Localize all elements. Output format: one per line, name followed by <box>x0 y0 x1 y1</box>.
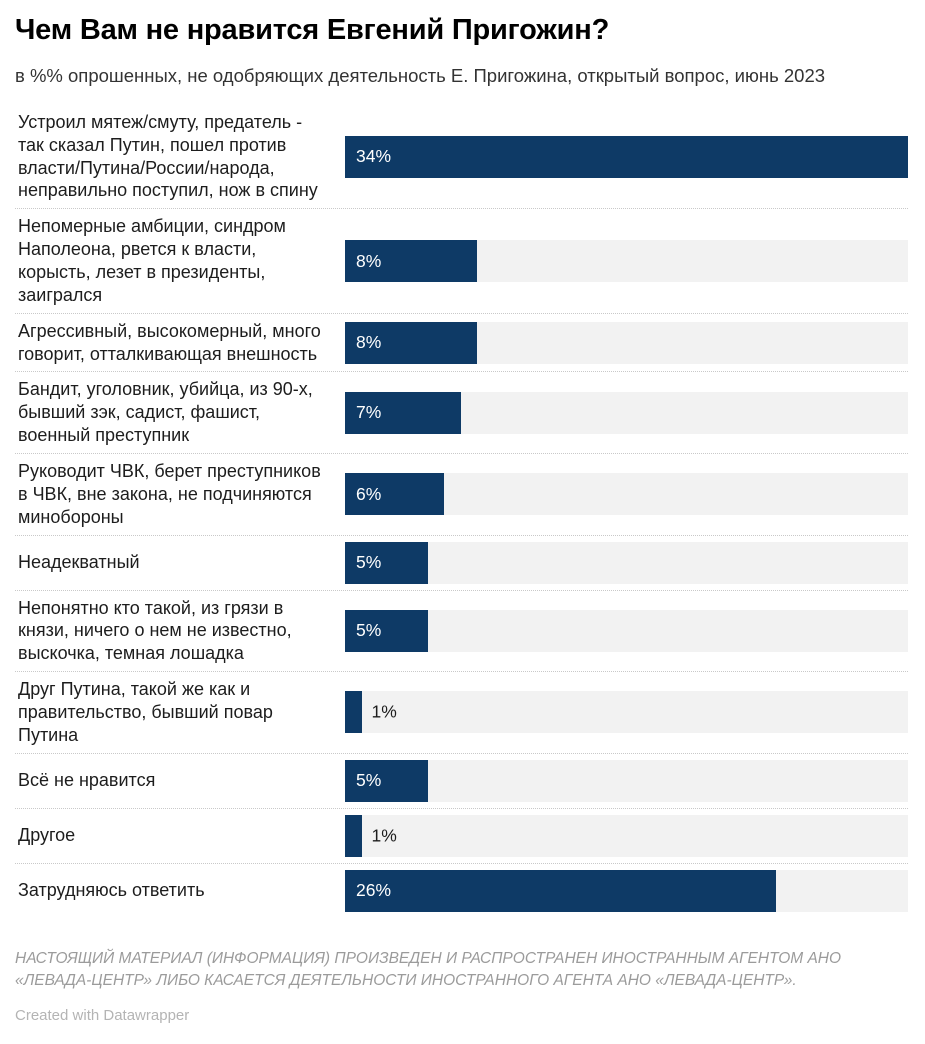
chart-row <box>15 591 908 673</box>
category-label: Агрессивный, высокомерный, много говорит, отталкивающая внешность <box>18 320 321 364</box>
category-label: Устроил мятеж/смуту, предатель - так сказал Путин, пошел против власти/Путина/России/народа, неправильно поступил, нож в спину <box>18 111 318 201</box>
category-label: Руководит ЧВК, берет преступников в ЧВК, вне закона, не подчиняются минобороны <box>18 461 321 527</box>
value-label: 1% <box>371 701 397 722</box>
category-label: Непомерные амбиции, синдром Наполеона, рвется к власти, корысть, лезет в президенты, заигрался <box>18 216 286 305</box>
bar-chart <box>15 105 908 918</box>
bar <box>345 240 477 282</box>
category-label: Всё не нравится <box>18 770 156 791</box>
value-label: 34% <box>356 146 392 167</box>
bar <box>345 870 776 912</box>
bar-track <box>345 392 908 434</box>
chart-row <box>15 105 908 209</box>
chart-row <box>15 314 908 373</box>
bar-track <box>345 870 908 912</box>
bar <box>345 473 444 515</box>
chart-row <box>15 754 908 809</box>
category-label: Другое <box>18 825 76 846</box>
category-label: Неадекватный <box>18 552 140 573</box>
chart-row <box>15 809 908 864</box>
value-label: 7% <box>356 402 382 423</box>
bar <box>345 610 428 652</box>
value-label: 6% <box>356 483 382 504</box>
value-label: 8% <box>356 332 382 353</box>
chart-subtitle: в %% опрошенных, не одобряющих деятельность Е. Пригожина, открытый вопрос, июнь 2023 <box>15 65 826 87</box>
value-label: 1% <box>371 825 397 846</box>
chart-row <box>15 372 908 454</box>
value-label: 5% <box>356 620 382 641</box>
chart-row <box>15 672 908 754</box>
foreign-agent-disclaimer: НАСТОЯЩИЙ МАТЕРИАЛ (ИНФОРМАЦИЯ) ПРОИЗВЕДЕН И РАСПРОСТРАНЕН ИНОСТРАННЫМ АГЕНТОМ АНО «ЛЕВАДА-ЦЕНТР» ЛИБО КАСАЕТСЯ ДЕЯТЕЛЬНОСТИ ИНОСТРАННОГО АГЕНТА АНО «ЛЕВАДА-ЦЕНТР». <box>15 949 842 990</box>
bar-track <box>345 815 908 857</box>
category-label: Друг Путина, такой же как и правительство, бывший повар Путина <box>18 679 273 745</box>
bar <box>345 392 461 434</box>
bar-track <box>345 322 908 364</box>
bar-track <box>345 473 908 515</box>
bar <box>345 542 428 584</box>
bar <box>345 691 362 733</box>
bar <box>345 136 908 178</box>
chart-row <box>15 536 908 591</box>
chart-row <box>15 454 908 536</box>
bar <box>345 815 362 857</box>
category-label: Бандит, уголовник, убийца, из 90-х, бывший зэк, садист, фашист, военный преступник <box>18 379 313 446</box>
datawrapper-credit: Created with Datawrapper <box>15 1006 190 1024</box>
bar <box>345 760 428 802</box>
bar-track <box>345 760 908 802</box>
chart-row <box>15 209 908 313</box>
chart-row <box>15 864 908 918</box>
category-label: Непонятно кто такой, из грязи в князи, ничего о нем не известно, выскочка, темная лошадка <box>18 597 292 664</box>
bar-track <box>345 240 908 282</box>
chart-title: Чем Вам не нравится Евгений Пригожин? <box>15 14 610 46</box>
bar-track <box>345 136 908 178</box>
value-label: 8% <box>356 250 382 271</box>
value-label: 5% <box>356 770 382 791</box>
bar-track <box>345 691 908 733</box>
bar-track <box>345 610 908 652</box>
category-label: Затрудняюсь ответить <box>18 880 205 901</box>
value-label: 26% <box>356 880 392 901</box>
value-label: 5% <box>356 552 382 573</box>
bar-track <box>345 542 908 584</box>
bar <box>345 322 477 364</box>
